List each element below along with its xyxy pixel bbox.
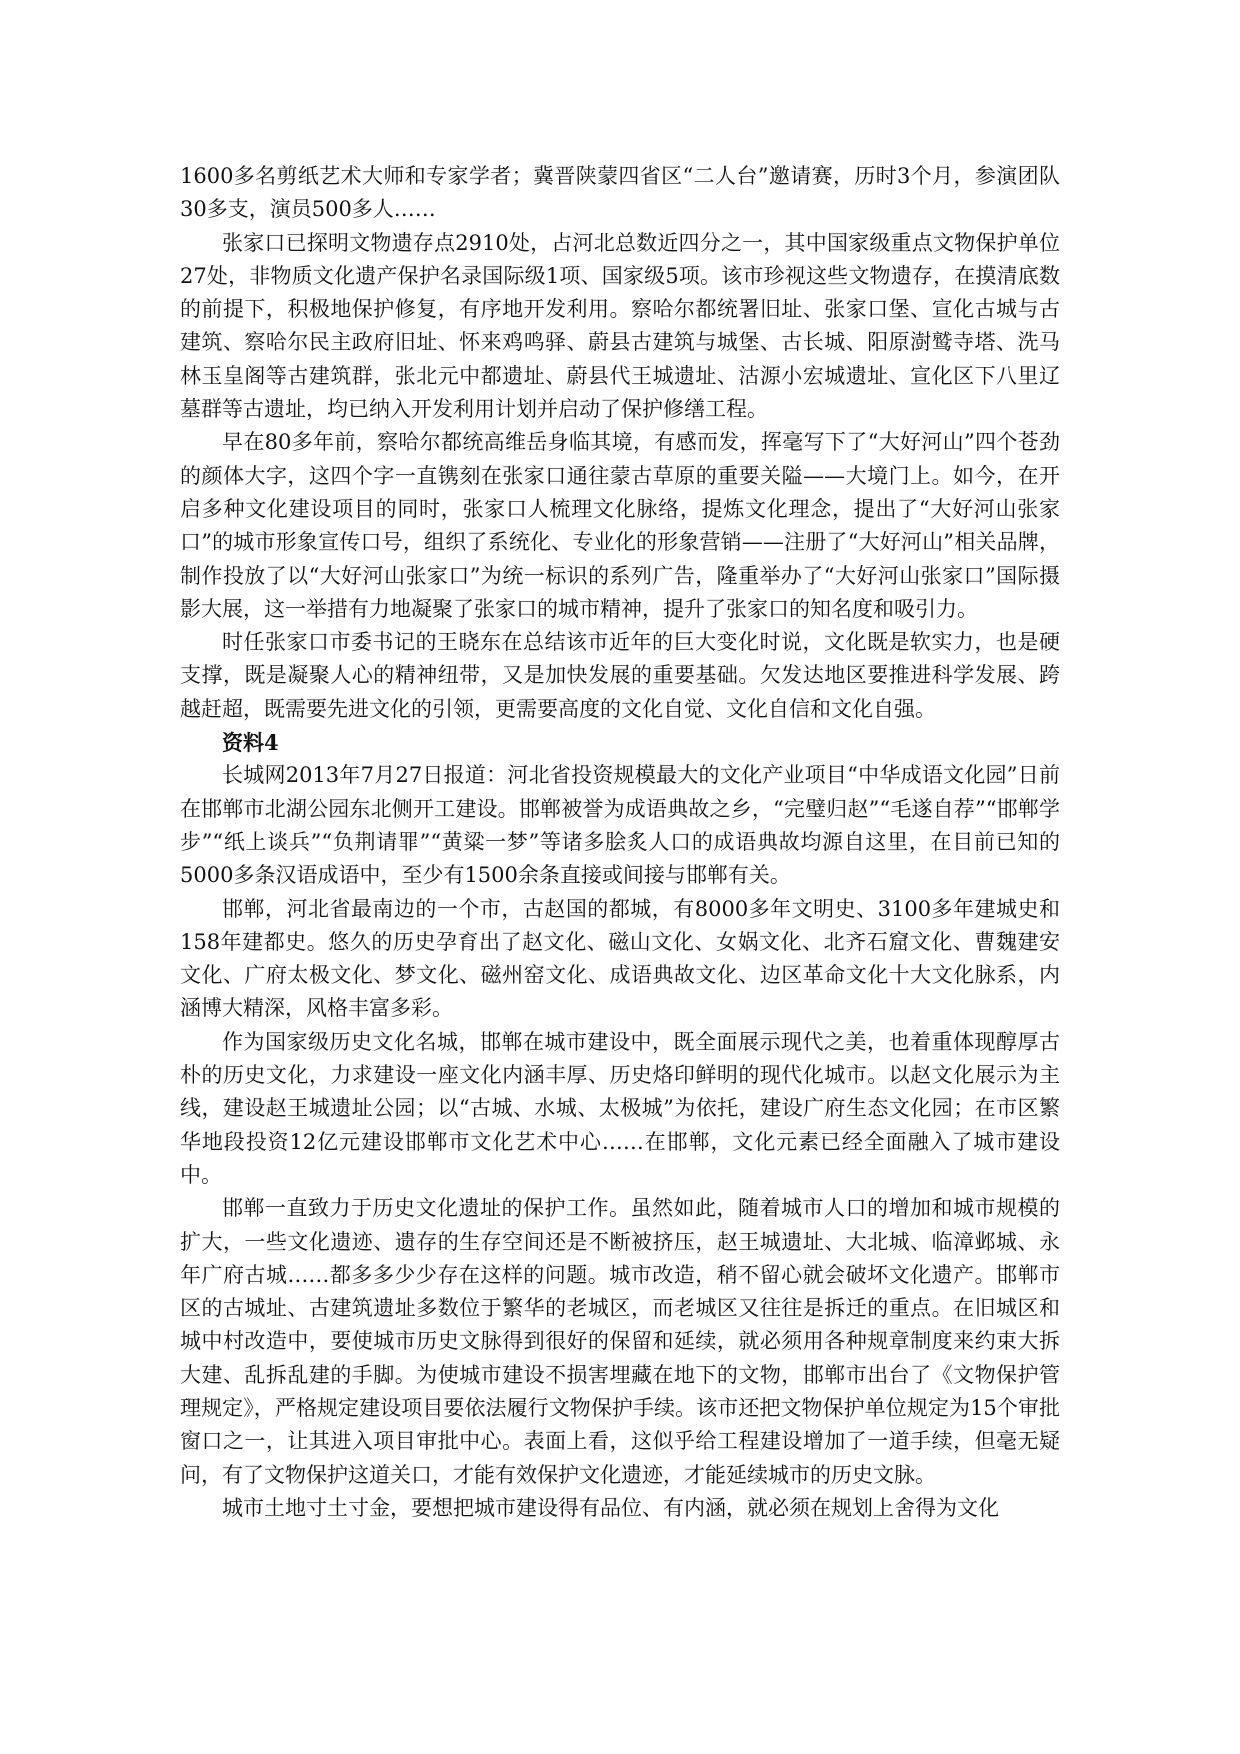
paragraph-dahao-heshan: 早在80多年前，察哈尔都统高维岳身临其境，有感而发，挥毫写下了“大好河山”四个苍劲的颜体大字，这四个字一直镌刻在张家口通往蒙古草原的重要关隘——大境门上。如今，在开启多种文化建设项目的同时，张家口人梳理文化脉络，提炼文化理念，提出了“大好河山张家口”的城市形象宣传口号，组织了系统化、专业化的形象营销——注册了“大好河山”相关品牌，制作投放了以“大好河山张家口”为统一标识的系列广告，隆重举办了“大好河山张家口”国际摄影大展，这一举措有力地凝聚了张家口的城市精神，提升了张家口的知名度和吸引力。 [180,430,1060,621]
paragraph-zhangjiakou-relics: 张家口已探明文物遗存点2910处，占河北总数近四分之一，其中国家级重点文物保护单位27处，非物质文化遗产保护名录国际级1项、国家级5项。该市珍视这些文物遗存，在摸清底数的前提下，积极地保护修复，有序地开发利用。察哈尔都统署旧址、张家口堡、宣化古城与古建筑、察哈尔民主政府旧址、怀来鸡鸣驿、蔚县古建筑与城堡、古长城、阳原澍鹫寺塔、洗马林玉皇阁等古建筑群，张北元中都遗址、蔚县代王城遗址、沽源小宏城遗址、宣化区下八里辽墓群等古遗址，均已纳入开发利用计划并启动了保护修缮工程。 [180,230,1060,422]
paragraph-continued: 1600多名剪纸艺术大师和专家学者；冀晋陕蒙四省区“二人台”邀请赛，历时3个月，参演团队30多支，演员500多人…… [180,164,1060,222]
paragraph-wang-xiaodong: 时任张家口市委书记的王晓东在总结该市近年的巨大变化时说，文化既是软实力，也是硬支撑，既是凝聚人心的精神纽带，又是加快发展的重要基础。欠发达地区要推进科学发展、跨越赶超，既需要先进文化的引领，更需要高度的文化自觉、文化自信和文化自强。 [180,630,1060,721]
paragraph-city-construction: 作为国家级历史文化名城，邯郸在城市建设中，既全面展示现代之美，也着重体现醇厚古朴的历史文化，力求建设一座文化内涵丰厚、历史烙印鲜明的现代化城市。以赵文化展示为主线，建设赵王城遗址公园；以“古城、水城、太极城”为依托，建设广府生态文化园；在市区繁华地段投资12亿元建设邯郸市文化艺术中心……在邯郸，文化元素已经全面融入了城市建设中。 [180,1029,1060,1187]
section-heading: 资料4 [222,730,279,756]
document-page [180,160,1060,1525]
paragraph-heritage-protection: 邯郸一直致力于历史文化遗址的保护工作。虽然如此，随着城市人口的增加和城市规模的扩大，一些文化遗迹、遗存的生存空间还是不断被挤压，赵王城遗址、大北城、临漳邺城、永年广府古城……都多多少少存在这样的问题。城市改造，稍不留心就会破坏文化遗产。邯郸市区的古城址、古建筑遗址多数位于繁华的老城区，而老城区又往往是拆迁的重点。在旧城区和城中村改造中，要使城市历史文脉得到很好的保留和延续，就必须用各种规章制度来约束大拆大建、乱拆乱建的手脚。为使城市建设不损害埋藏在地下的文物，邯郸市出台了《文物保护管理规定》，严格规定建设项目要依法履行文物保护手续。该市还把文物保护单位规定为15个审批窗口之一，让其进入项目审批中心。表面上看，这似乎给工程建设增加了一道手续，但毫无疑问，有了文物保护这道关口，才能有效保护文化遗迹，才能延续城市的历史文脉。 [180,1196,1060,1487]
paragraph-land-planning: 城市土地寸土寸金，要想把城市建设得有品位、有内涵，就必须在规划上舍得为文化 [222,1495,999,1520]
paragraph-handan-history: 邯郸，河北省最南边的一个市，古赵国的都城，有8000多年文明史、3100多年建城史和158年建都史。悠久的历史孕育出了赵文化、磁山文化、女娲文化、北齐石窟文化、曹魏建安文化、广府太极文化、梦文化、磁州窑文化、成语典故文化、边区革命文化十大文化脉系，内涵博大精深，风格丰富多彩。 [180,896,1060,1021]
paragraph-idiom-park: 长城网2013年7月27日报道：河北省投资规模最大的文化产业项目“中华成语文化园”日前在邯郸市北湖公园东北侧开工建设。邯郸被誉为成语典故之乡，“完璧归赵”“毛遂自荐”“邯郸学步”“纸上谈兵”“负荆请罪”“黄粱一梦”等诸多脍炙人口的成语典故均源自这里，在目前已知的5000多条汉语成语中，至少有1500余条直接或间接与邯郸有关。 [180,763,1060,888]
